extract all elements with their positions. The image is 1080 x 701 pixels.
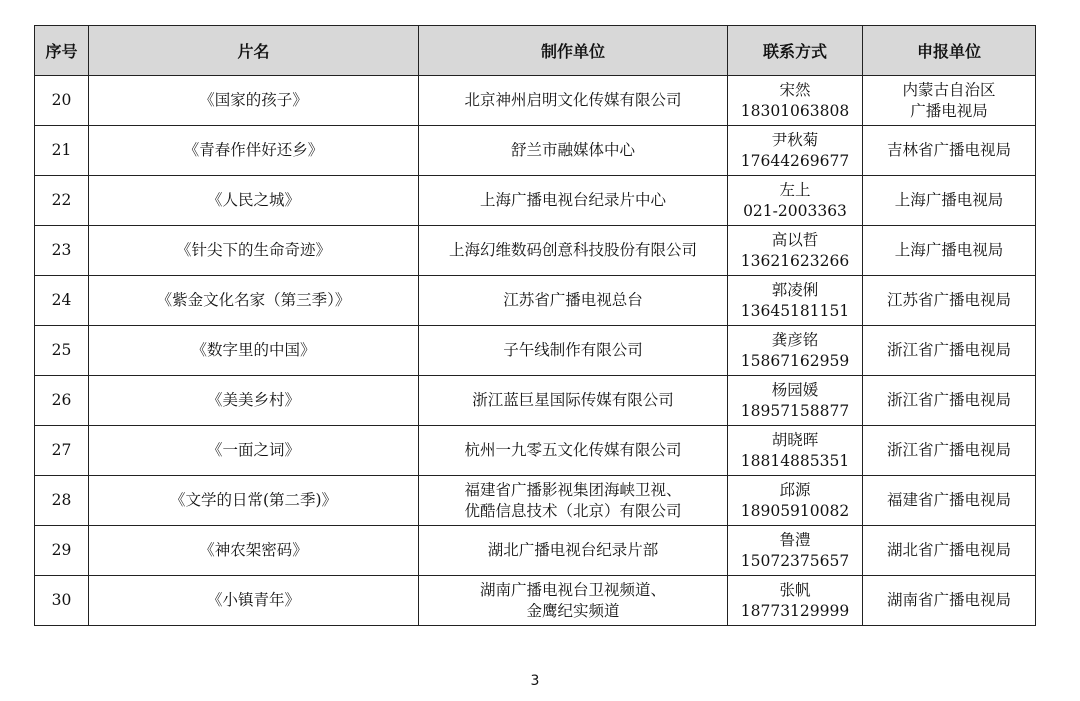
header-applicant: 申报单位 — [863, 26, 1036, 76]
header-producer: 制作单位 — [419, 26, 728, 76]
table-row — [35, 126, 1036, 176]
cell-contact — [728, 576, 863, 626]
cell-producer-line: 福建省广播影视集团海峡卫视、 — [464, 480, 682, 499]
cell-applicant-line: 浙江省广播电视局 — [886, 441, 1011, 459]
cell-title: 《一面之词》 — [89, 426, 419, 476]
cell-title: 《青春作伴好还乡》 — [89, 126, 419, 176]
cell-producer-line: 子午线制作有限公司 — [503, 341, 643, 359]
cell-producer — [419, 376, 728, 426]
documentary-table — [34, 25, 1036, 626]
cell-producer — [419, 126, 728, 176]
cell-applicant — [863, 576, 1036, 626]
cell-producer-line: 金鹰纪实频道 — [526, 601, 620, 620]
cell-contact — [728, 276, 863, 326]
cell-contact — [728, 76, 863, 126]
cell-title: 《神农架密码》 — [89, 526, 419, 576]
cell-title: 《文学的日常(第二季)》 — [89, 476, 419, 526]
contact-name: 高以哲 — [771, 230, 819, 249]
cell-title: 《小镇青年》 — [89, 576, 419, 626]
cell-contact — [728, 126, 863, 176]
contact-name: 邱源 — [779, 480, 811, 499]
cell-applicant — [863, 76, 1036, 126]
cell-applicant-line: 上海广播电视局 — [894, 241, 1004, 259]
contact-name: 鲁澧 — [779, 530, 811, 549]
contact-phone: 13645181151 — [740, 301, 850, 320]
table-row — [35, 226, 1036, 276]
cell-index: 23 — [35, 226, 89, 276]
cell-index: 26 — [35, 376, 89, 426]
cell-producer-line: 上海广播电视台纪录片中心 — [479, 191, 666, 209]
cell-applicant-line: 浙江省广播电视局 — [886, 391, 1011, 409]
contact-name: 尹秋菊 — [771, 130, 819, 149]
cell-producer-line: 杭州一九零五文化传媒有限公司 — [464, 441, 682, 459]
table-row — [35, 526, 1036, 576]
cell-applicant — [863, 376, 1036, 426]
cell-title: 《针尖下的生命奇迹》 — [89, 226, 419, 276]
cell-producer — [419, 76, 728, 126]
table-row — [35, 426, 1036, 476]
cell-applicant — [863, 326, 1036, 376]
contact-name: 左上 — [779, 180, 811, 199]
cell-contact — [728, 326, 863, 376]
cell-contact — [728, 376, 863, 426]
cell-applicant — [863, 126, 1036, 176]
contact-name: 杨园媛 — [771, 380, 819, 399]
contact-name: 张帆 — [779, 580, 811, 599]
cell-applicant — [863, 426, 1036, 476]
cell-producer — [419, 226, 728, 276]
cell-index: 28 — [35, 476, 89, 526]
cell-producer — [419, 476, 728, 526]
header-contact: 联系方式 — [728, 26, 863, 76]
cell-producer-line: 湖南广播电视台卫视频道、 — [479, 580, 666, 599]
cell-producer-line: 江苏省广播电视总台 — [503, 291, 643, 309]
cell-title: 《人民之城》 — [89, 176, 419, 226]
cell-contact — [728, 426, 863, 476]
cell-applicant-line: 上海广播电视局 — [894, 191, 1004, 209]
contact-phone: 18814885351 — [740, 451, 850, 470]
contact-phone: 18773129999 — [740, 601, 850, 620]
cell-producer — [419, 326, 728, 376]
cell-producer-line: 浙江蓝巨星国际传媒有限公司 — [472, 391, 674, 409]
table-row — [35, 376, 1036, 426]
contact-name: 郭凌俐 — [771, 280, 819, 299]
contact-phone: 021-2003363 — [743, 201, 847, 220]
cell-producer-line: 北京神州启明文化传媒有限公司 — [464, 91, 682, 109]
contact-phone: 13621623266 — [740, 251, 850, 270]
cell-applicant — [863, 276, 1036, 326]
cell-title: 《美美乡村》 — [89, 376, 419, 426]
contact-name: 胡晓晖 — [771, 430, 819, 449]
cell-producer — [419, 576, 728, 626]
page-number: 3 — [530, 673, 540, 689]
contact-phone: 18301063808 — [740, 101, 850, 120]
contact-phone: 18905910082 — [740, 501, 850, 520]
cell-index: 27 — [35, 426, 89, 476]
table-row — [35, 326, 1036, 376]
cell-applicant — [863, 226, 1036, 276]
cell-title: 《国家的孩子》 — [89, 76, 419, 126]
cell-producer-line: 舒兰市融媒体中心 — [510, 141, 635, 159]
cell-applicant-line: 湖北省广播电视局 — [886, 541, 1011, 559]
cell-producer — [419, 276, 728, 326]
cell-index: 21 — [35, 126, 89, 176]
table-header-row — [35, 26, 1036, 76]
cell-title: 《紫金文化名家（第三季）》 — [89, 276, 419, 326]
cell-producer-line: 湖北广播电视台纪录片部 — [487, 541, 659, 559]
contact-name: 宋然 — [779, 80, 811, 99]
cell-applicant — [863, 476, 1036, 526]
cell-index: 24 — [35, 276, 89, 326]
cell-applicant — [863, 176, 1036, 226]
cell-applicant-line: 内蒙古自治区 — [902, 80, 996, 99]
contact-phone: 17644269677 — [740, 151, 850, 170]
cell-index: 25 — [35, 326, 89, 376]
cell-applicant-line: 吉林省广播电视局 — [886, 141, 1011, 159]
cell-contact — [728, 176, 863, 226]
table-row — [35, 176, 1036, 226]
cell-producer — [419, 526, 728, 576]
cell-producer — [419, 176, 728, 226]
cell-applicant — [863, 526, 1036, 576]
table-row — [35, 76, 1036, 126]
cell-producer-line: 优酷信息技术（北京）有限公司 — [464, 501, 682, 520]
cell-index: 29 — [35, 526, 89, 576]
cell-applicant-line: 湖南省广播电视局 — [886, 591, 1011, 609]
cell-title: 《数字里的中国》 — [89, 326, 419, 376]
contact-phone: 15072375657 — [740, 551, 850, 570]
contact-phone: 15867162959 — [740, 351, 850, 370]
cell-index: 22 — [35, 176, 89, 226]
cell-applicant-line: 浙江省广播电视局 — [886, 341, 1011, 359]
header-index: 序号 — [35, 26, 89, 76]
cell-contact — [728, 226, 863, 276]
cell-producer — [419, 426, 728, 476]
cell-contact — [728, 526, 863, 576]
table-row — [35, 576, 1036, 626]
header-title: 片名 — [89, 26, 419, 76]
cell-producer-line: 上海幻维数码创意科技股份有限公司 — [448, 241, 697, 259]
contact-phone: 18957158877 — [740, 401, 850, 420]
cell-index: 30 — [35, 576, 89, 626]
table-row — [35, 276, 1036, 326]
cell-contact — [728, 476, 863, 526]
table-row — [35, 476, 1036, 526]
cell-applicant-line: 江苏省广播电视局 — [886, 291, 1011, 309]
cell-applicant-line: 广播电视局 — [910, 101, 988, 120]
cell-index: 20 — [35, 76, 89, 126]
cell-applicant-line: 福建省广播电视局 — [886, 491, 1011, 509]
table-body — [35, 76, 1036, 626]
contact-name: 龚彦铭 — [771, 330, 819, 349]
